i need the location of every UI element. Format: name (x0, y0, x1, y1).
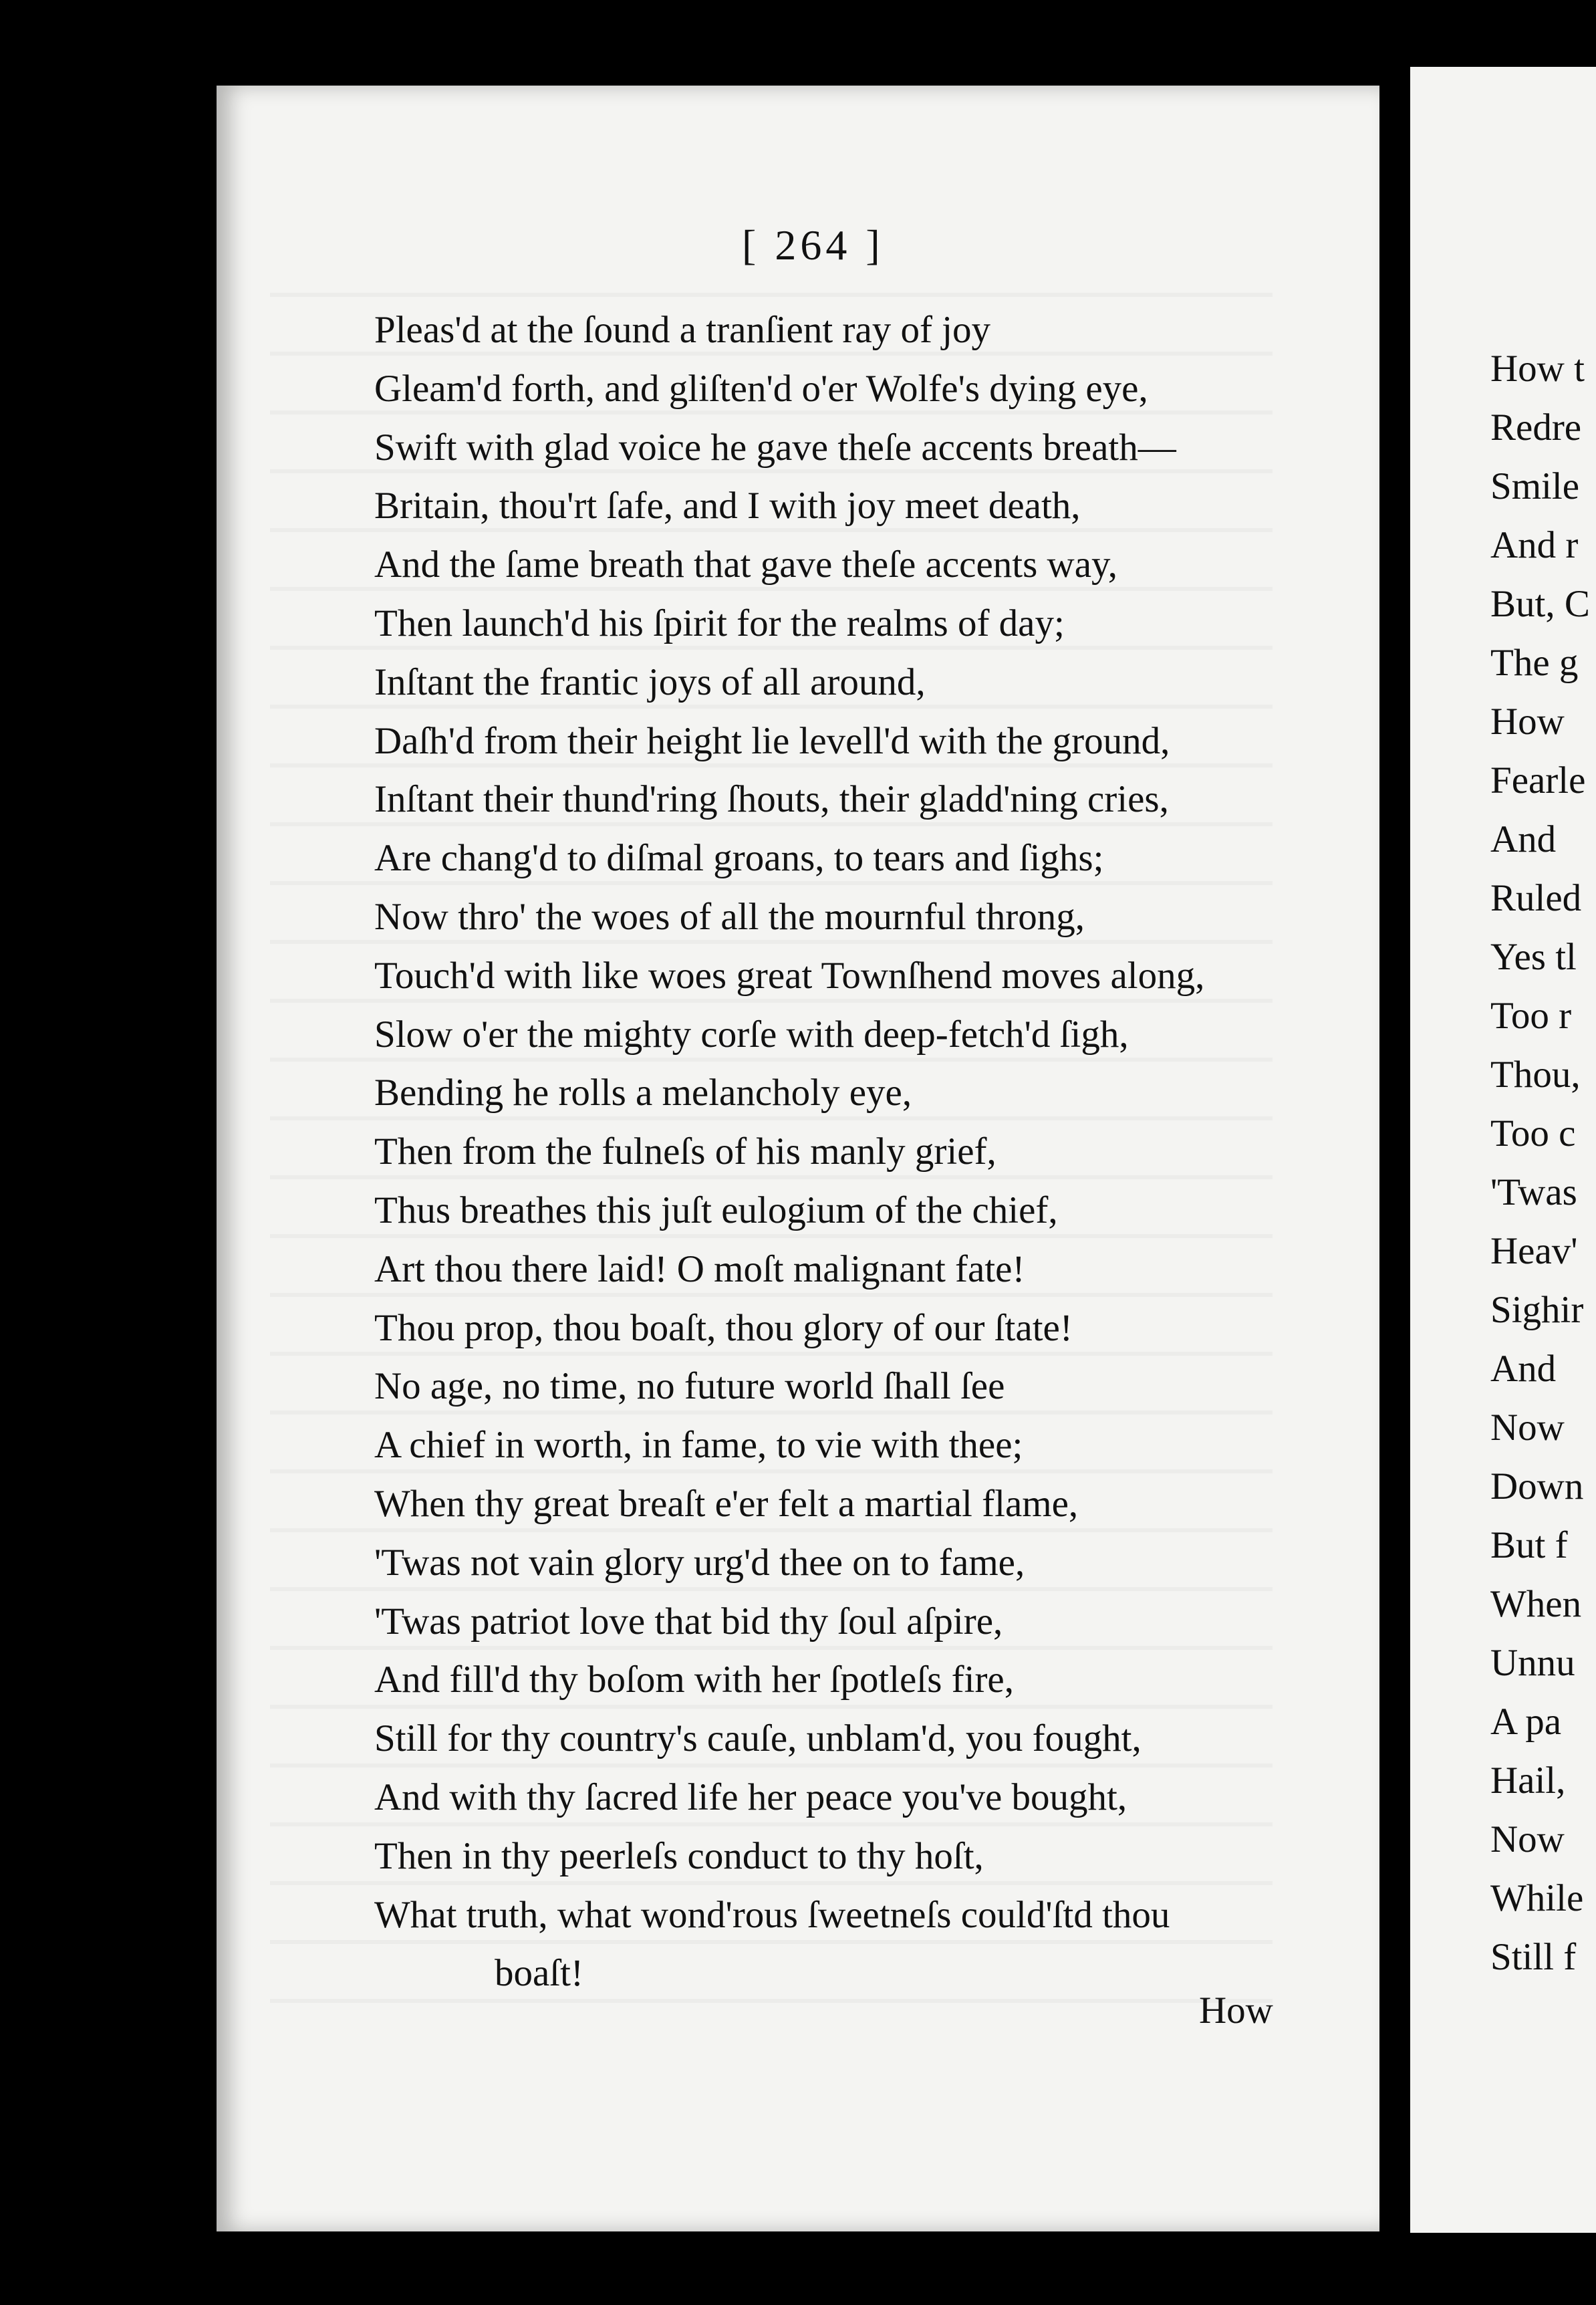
poem-line: And the ſame breath that gave theſe accents way, (374, 543, 1118, 586)
poem-line: Gleam'd forth, and gliſten'd o'er Wolfe's dying eye, (374, 367, 1148, 410)
right-page-line: Sighir (1490, 1289, 1584, 1331)
right-page-line: How (1490, 701, 1565, 743)
book-gutter (1379, 74, 1410, 2238)
poem-line: boaſt! (495, 1952, 583, 1995)
right-page-line: And (1490, 1348, 1557, 1390)
poem-line: Now thro' the woes of all the mournful throng, (374, 895, 1085, 938)
poem-line: Slow o'er the mighty corſe with deep-fetch'd ſigh, (374, 1013, 1129, 1056)
poem-line: Inſtant their thund'ring ſhouts, their gladd'ning cries, (374, 778, 1169, 821)
right-page-line: Redre (1490, 406, 1582, 449)
poem-line: And fill'd thy boſom with her ſpotleſs fire, (374, 1659, 1014, 1701)
right-page-line: Unnu (1490, 1642, 1575, 1684)
poem-line: Are chang'd to diſmal groans, to tears and ſighs; (374, 837, 1104, 880)
poem-text (374, 301, 1204, 2003)
poem-line: Art thou there laid! O moſt malignant fate! (374, 1247, 1025, 1290)
right-page-line: The g (1490, 642, 1579, 684)
right-page-line: Too r (1490, 995, 1572, 1037)
right-page-line: Heav' (1490, 1230, 1578, 1272)
poem-line: No age, no time, no future world ſhall ſee (374, 1365, 1005, 1408)
right-page-line: Too c (1490, 1112, 1576, 1155)
poem-line: And with thy ſacred life her peace you've bought, (374, 1776, 1127, 1818)
right-page-line: And r (1490, 524, 1579, 566)
right-page-line: Down (1490, 1465, 1584, 1507)
poem-line: Britain, thou'rt ſafe, and I with joy meet death, (374, 485, 1081, 527)
poem-line: Daſh'd from their height lie levell'd with the ground, (374, 719, 1170, 762)
poem-line: Swift with glad voice he gave theſe accents breath— (374, 426, 1176, 469)
right-page-line: Hail, (1490, 1760, 1566, 1802)
poem-line: Then launch'd his ſpirit for the realms of day; (374, 602, 1065, 644)
poem-line: Thus breathes this juſt eulogium of the chief, (374, 1189, 1058, 1231)
right-page-line: Still f (1490, 1936, 1577, 1978)
right-page-line: When (1490, 1583, 1582, 1625)
right-page-line: 'Twas (1490, 1171, 1577, 1213)
right-page-line: While (1490, 1877, 1584, 1919)
right-page-line: A pa (1490, 1701, 1562, 1743)
right-page-line: But f (1490, 1524, 1568, 1566)
poem-line: Thou prop, thou boaſt, thou glory of our ſtate! (374, 1306, 1073, 1349)
poem-line: Still for thy country's cauſe, unblam'd, you fought, (374, 1717, 1142, 1760)
right-page-text (1490, 340, 1590, 1987)
right-page-line: Fearle (1490, 759, 1586, 802)
catchword: How (1199, 1989, 1273, 2032)
right-page-line: But, C (1490, 583, 1590, 625)
poem-line: Touch'd with like woes great Townſhend moves along, (374, 954, 1205, 997)
right-page-line: Ruled (1490, 877, 1582, 919)
right-page (1410, 67, 1596, 2233)
right-page-line: Thou, (1490, 1054, 1581, 1096)
poem-line: 'Twas not vain glory urg'd thee on to fame, (374, 1541, 1025, 1584)
poem-line: Then from the fulneſs of his manly grief, (374, 1130, 996, 1173)
poem-line: 'Twas patriot love that bid thy ſoul aſpire, (374, 1600, 1003, 1643)
page-number: [ 264 ] (742, 221, 884, 269)
poem-line: What truth, what wond'rous ſweetneſs could'ſtd thou (374, 1893, 1170, 1936)
right-page-line: Now (1490, 1407, 1565, 1449)
poem-line: Pleas'd at the ſound a tranſient ray of joy (374, 309, 991, 351)
right-page-line: Now (1490, 1818, 1565, 1860)
right-page-line: And (1490, 818, 1557, 860)
right-page-line: How t (1490, 348, 1585, 390)
poem-line: Inſtant the frantic joys of all around, (374, 660, 926, 703)
poem-line: Then in thy peerleſs conduct to thy hoſt, (374, 1834, 984, 1877)
poem-line: A chief in worth, in fame, to vie with thee; (374, 1424, 1023, 1467)
right-page-line: Yes tl (1490, 936, 1577, 978)
poem-line: When thy great breaſt e'er felt a martial flame, (374, 1482, 1079, 1525)
poem-line: Bending he rolls a melancholy eye, (374, 1072, 912, 1114)
right-page-line: Smile (1490, 465, 1580, 507)
